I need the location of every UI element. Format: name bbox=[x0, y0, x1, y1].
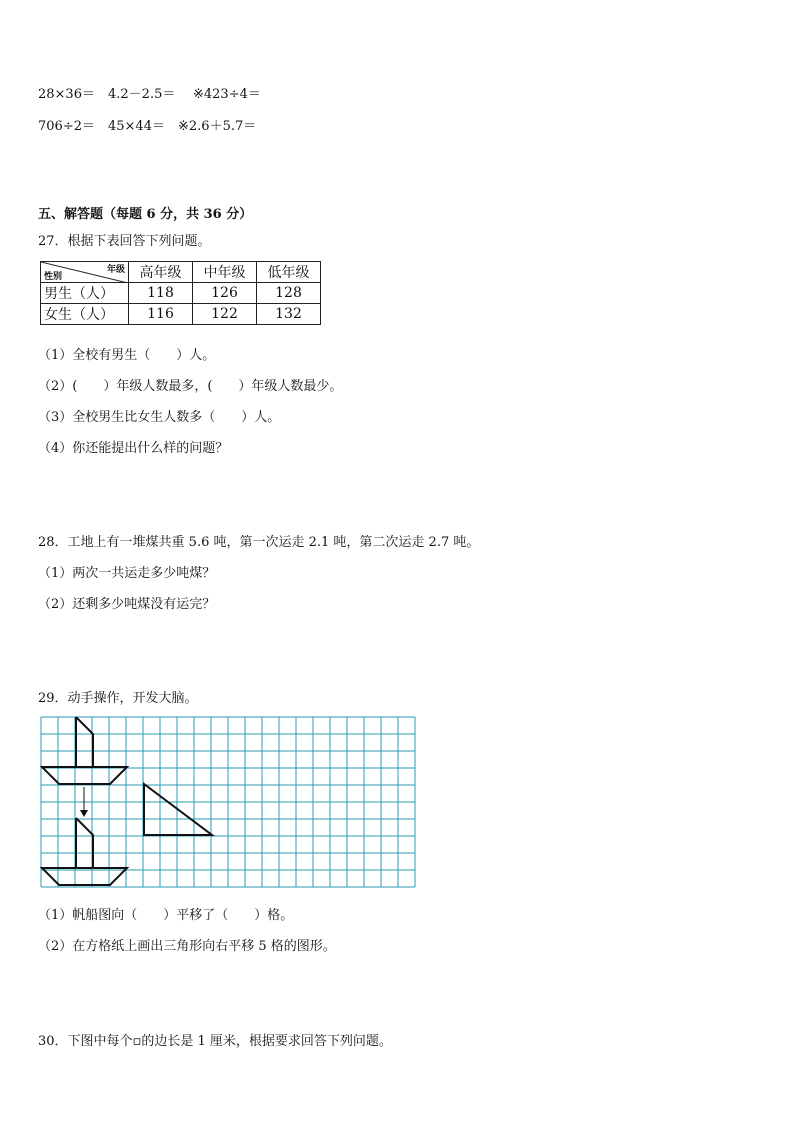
table-cell: 118 bbox=[129, 283, 193, 304]
corner-label-gender: 性别 bbox=[44, 272, 63, 282]
table-header: 中年级 bbox=[193, 262, 257, 283]
table-row bbox=[41, 304, 321, 325]
table-cell: 122 bbox=[193, 304, 257, 325]
boat-hull bbox=[42, 767, 127, 784]
grid-lines bbox=[41, 717, 415, 887]
section-title: 五、解答题（每题 6 分，共 36 分） bbox=[38, 207, 253, 222]
calc-item: 45×44＝ bbox=[108, 119, 165, 134]
calc-item: ※423÷4＝ bbox=[193, 87, 261, 102]
triangle-shape bbox=[144, 784, 212, 835]
table-header-row bbox=[41, 262, 321, 283]
calc-item: 28×36＝ bbox=[38, 87, 95, 102]
table-cell: 132 bbox=[257, 304, 321, 325]
question-28-sub-2: （2）还剩多少吨煤没有运完？ bbox=[38, 597, 216, 612]
question-27-title: 27．根据下表回答下列问题。 bbox=[38, 234, 211, 249]
question-27-sub-4: （4）你还能提出什么样的问题？ bbox=[38, 441, 229, 456]
question-28-title: 28．工地上有一堆煤共重 5.6 吨，第一次运走 2.1 吨，第二次运走 2.7 吨。 bbox=[38, 535, 480, 550]
table-row-label: 女生（人） bbox=[41, 304, 129, 325]
boat-hull bbox=[42, 868, 127, 885]
table-header: 高年级 bbox=[129, 262, 193, 283]
corner-label-grade: 年级 bbox=[106, 265, 125, 275]
table-row bbox=[41, 283, 321, 304]
question-29-title: 29．动手操作，开发大脑。 bbox=[38, 691, 198, 706]
calc-item: ※2.6＋5.7＝ bbox=[178, 119, 257, 134]
question-27-sub-1: （1）全校有男生（ ）人。 bbox=[38, 348, 216, 363]
table-cell: 128 bbox=[257, 283, 321, 304]
question-30-title: 30．下图中每个▫的边长是 1 厘米，根据要求回答下列问题。 bbox=[38, 1034, 392, 1049]
question-28-sub-1: （1）两次一共运走多少吨煤？ bbox=[38, 566, 216, 581]
table-header: 低年级 bbox=[257, 262, 321, 283]
table-cell: 126 bbox=[193, 283, 257, 304]
sail-right-edge bbox=[76, 717, 93, 767]
question-29-sub-1: （1）帆船图向（ ）平移了（ ）格。 bbox=[38, 908, 294, 923]
calc-item: 706÷2＝ bbox=[38, 119, 95, 134]
question-29-sub-2: （2）在方格纸上画出三角形向右平移 5 格的图形。 bbox=[38, 939, 336, 954]
square-grid bbox=[40, 716, 416, 888]
calc-item: 4.2－2.5＝ bbox=[108, 87, 176, 102]
question-27-sub-3: （3）全校男生比女生人数多（ ）人。 bbox=[38, 410, 281, 425]
sailboat-moved bbox=[42, 818, 127, 885]
question-27-sub-2: （2）( ）年级人数最多，( ）年级人数最少。 bbox=[38, 379, 343, 394]
table-cell: 116 bbox=[129, 304, 193, 325]
table-row-label: 男生（人） bbox=[41, 283, 129, 304]
sail-right-edge bbox=[76, 818, 93, 868]
table-corner-cell bbox=[41, 262, 129, 283]
grade-table bbox=[40, 261, 321, 325]
